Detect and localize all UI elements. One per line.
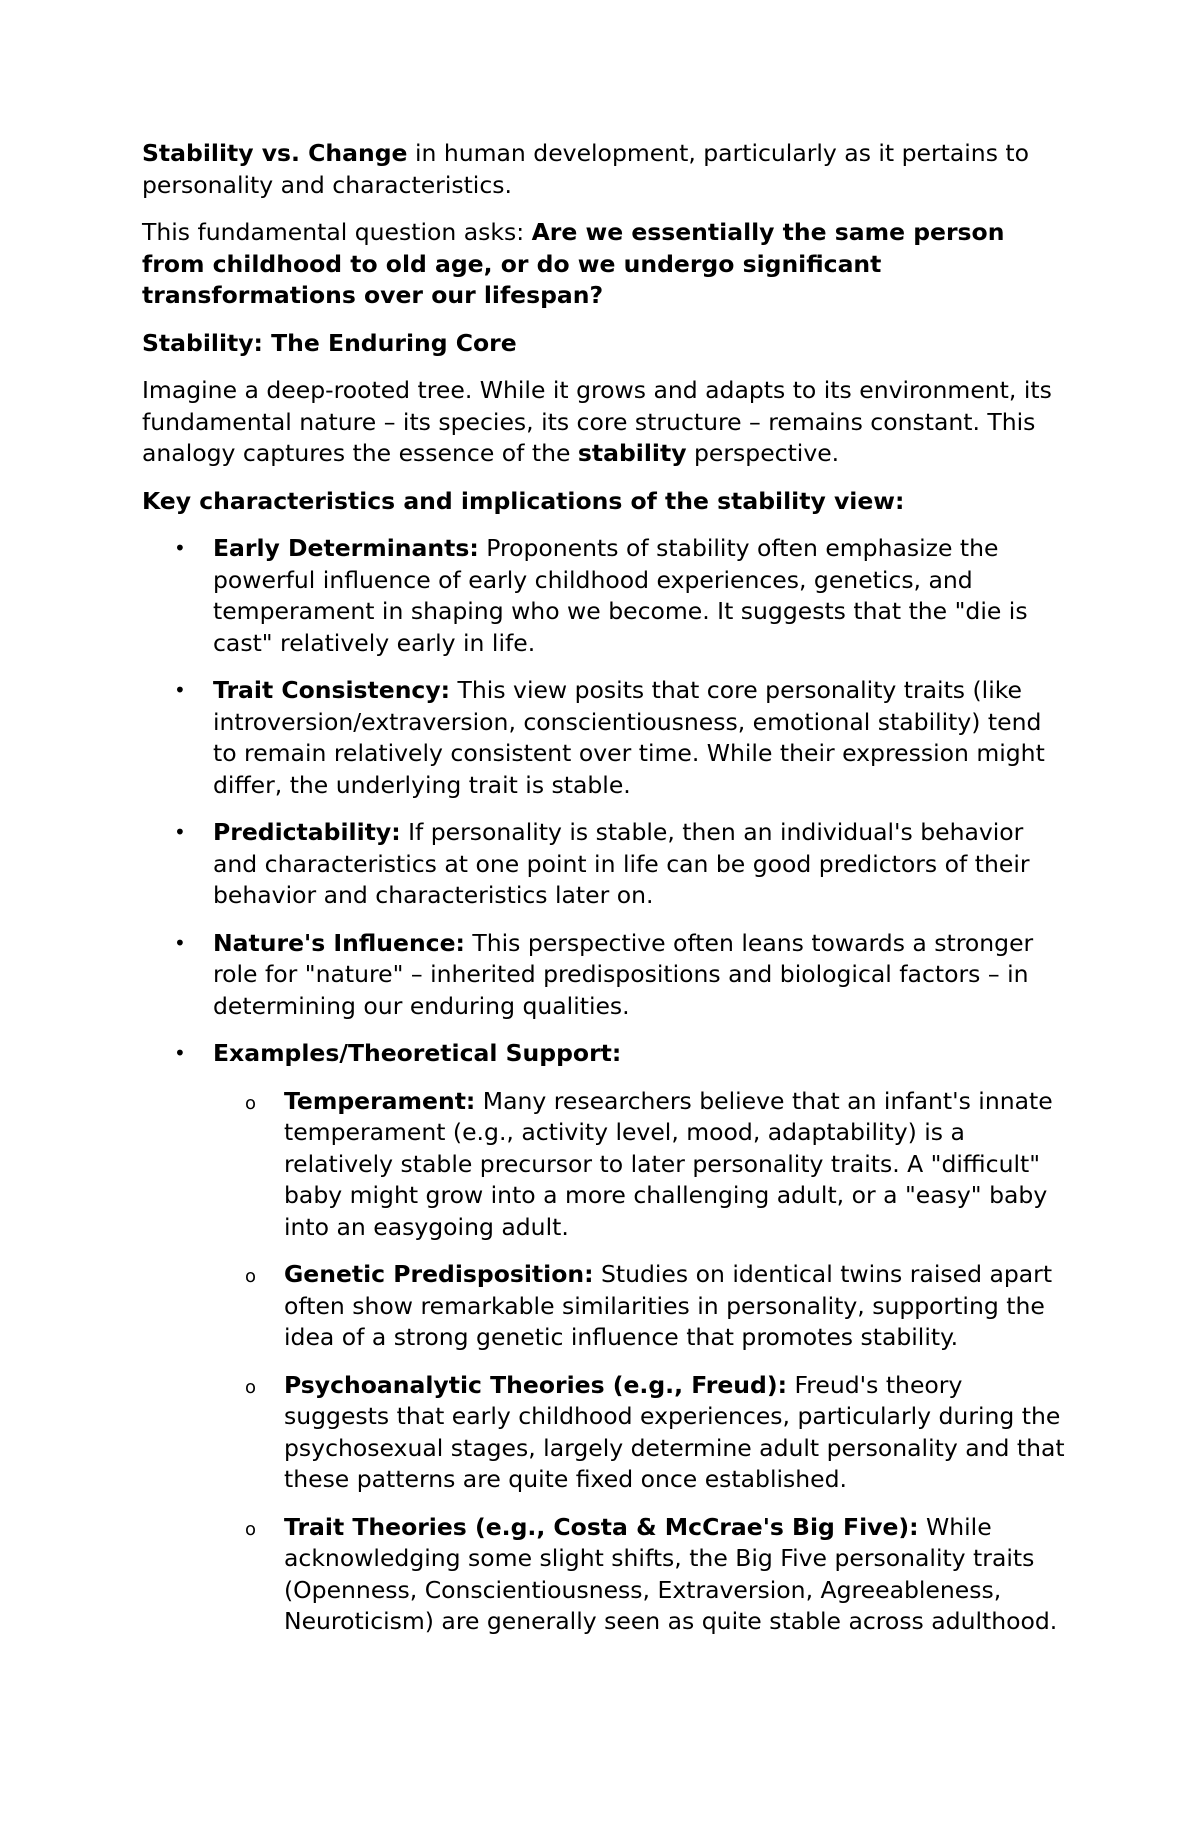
analogy-bold: stability <box>577 439 687 467</box>
example-term: Temperament: <box>284 1086 476 1115</box>
question-lead: This fundamental question asks: <box>142 218 532 246</box>
list-item <box>142 675 1072 801</box>
example-term: Trait Theories (e.g., Costa & McCrae's Big Five): <box>284 1512 919 1541</box>
bullet-text: Proponents of stability often emphasize the powerful influence of early childhood experiences, genetics, and temperament in shaping who we become. It suggests that the "die is cast" relatively early in life. <box>213 534 1028 657</box>
list-item <box>142 533 1072 659</box>
bullet-icon: • <box>174 930 186 955</box>
sub-bullet-icon: o <box>245 1518 257 1540</box>
list-item <box>213 1086 1072 1244</box>
list-item <box>213 1259 1072 1354</box>
examples-list <box>213 1086 1072 1638</box>
example-term: Psychoanalytic Theories (e.g., Freud): <box>284 1370 787 1399</box>
question-bold: Are we essentially the same person from childhood to old age, or do we undergo significant transformations over our lifespan? <box>142 218 1005 309</box>
bullet-term: Trait Consistency: <box>213 676 451 704</box>
example-text: Studies on identical twins raised apart often show remarkable similarities in personality, supporting the idea of a strong genetic influence that promotes stability. <box>284 1260 1053 1351</box>
intro-text: in human development, particularly as it pertains to personality and characteristics. <box>142 139 1029 199</box>
question-paragraph <box>142 217 1072 312</box>
example-term: Genetic Predisposition: <box>284 1260 594 1288</box>
sub-bullet-icon: o <box>245 1266 257 1287</box>
intro-paragraph <box>142 138 1072 201</box>
list-item <box>213 1512 1072 1638</box>
bullet-term: Early Determinants: <box>213 534 479 562</box>
intro-title: Stability vs. Change <box>142 139 408 167</box>
bullet-icon: • <box>174 1041 186 1065</box>
document-page <box>142 138 1072 1654</box>
list-item <box>142 928 1072 1023</box>
list-item <box>213 1370 1072 1496</box>
bullet-term: Nature's Influence: <box>213 928 465 957</box>
example-text: Freud's theory suggests that early childhood experiences, particularly during the psychosexual stages, largely determine adult personality and that these patterns are quite fixed once established. <box>284 1370 1065 1493</box>
bullet-icon: • <box>174 678 186 702</box>
example-text: Many researchers believe that an infant's innate temperament (e.g., activity level, mood, adaptability) is a relatively stable precursor to later personality traits. A "difficult" baby might grow into a more challenging adult, or a "easy" baby into an easygoing adult. <box>284 1086 1053 1241</box>
list-item <box>142 1038 1072 1638</box>
bullet-list <box>142 533 1072 1638</box>
section-heading: Stability: The Enduring Core <box>142 328 517 357</box>
bullet-term: Examples/Theoretical Support: <box>213 1039 622 1067</box>
bullet-icon: • <box>174 820 186 844</box>
example-text: While acknowledging some slight shifts, the Big Five personality traits (Openness, Conscientiousness, Extraversion, Agreeableness, Neuroticism) are generally seen as quite stable across adulthood. <box>284 1512 1058 1635</box>
bullet-term: Predictability: <box>213 818 401 846</box>
bullet-text: This perspective often leans towards a stronger role for "nature" – inherited predispositions and biological factors – in determining our enduring qualities. <box>213 928 1034 1020</box>
analogy-paragraph: Imagine a deep-rooted tree. While it grows and adapts to its environment, its fundamental nature – its species, its core structure – remains constant. This analogy captures the essence of the stability perspective. <box>142 376 1052 467</box>
sub-bullet-icon: o <box>245 1376 257 1398</box>
bullet-text: If personality is stable, then an individual's behavior and characteristics at one point in life can be good predictors of their behavior and characteristics later on. <box>213 818 1030 909</box>
bullet-text: This view posits that core personality traits (like introversion/extraversion, conscientiousness, emotional stability) tend to remain relatively consistent over time. While their expression might differ, the underlying trait is stable. <box>213 676 1045 799</box>
list-item <box>142 817 1072 912</box>
sub-bullet-icon: o <box>245 1092 257 1114</box>
key-heading: Key characteristics and implications of the stability view: <box>142 486 905 515</box>
bullet-icon: • <box>174 536 186 560</box>
